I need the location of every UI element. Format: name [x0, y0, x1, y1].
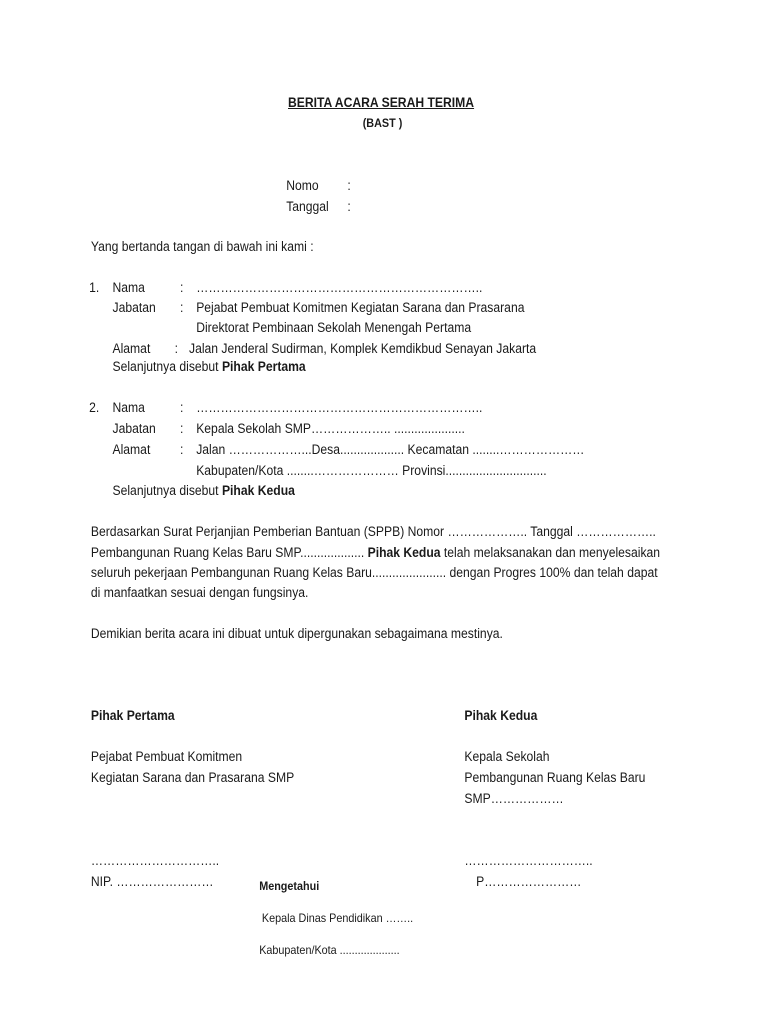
party2-disebut — [113, 483, 295, 499]
party1-number: 1. — [89, 280, 100, 295]
party1-alamat-label: Alamat — [112, 341, 151, 356]
party1-disebut — [113, 359, 306, 375]
sign-right-p: P…………………… — [476, 874, 582, 889]
party2-alamat-label: Alamat — [112, 442, 151, 457]
party1-nama-value: …………………………………………………………….. — [196, 280, 483, 295]
party1-nama-colon: : — [180, 280, 184, 295]
party1-jabatan-value-2: Direktorat Pembinaan Sekolah Menengah Pertama — [196, 320, 472, 335]
document-title: BERITA ACARA SERAH TERIMA — [288, 95, 475, 110]
sign-left-dots: ………………………….. — [90, 853, 220, 868]
sign-right-role-2: Pembangunan Ruang Kelas Baru — [464, 770, 646, 785]
party2-nama-label: Nama — [112, 400, 145, 415]
party1-disebut-prefix: Selanjutnya disebut — [112, 359, 219, 374]
body-line-2-post: telah melaksanakan dan menyelesaikan — [443, 545, 661, 560]
party1-alamat-colon: : — [174, 341, 178, 356]
intro-text: Yang bertanda tangan di bawah ini kami : — [90, 239, 314, 254]
party1-alamat-value: Jalan Jenderal Sudirman, Komplek Kemdikbud Senayan Jakarta — [189, 341, 537, 356]
body-line-2-bold: Pihak Kedua — [367, 545, 441, 560]
nomor-colon: : — [347, 178, 351, 193]
sign-left-nip: NIP. …………………… — [90, 874, 214, 889]
party1-jabatan-colon: : — [180, 300, 184, 315]
tanggal-label: Tanggal — [286, 199, 329, 214]
tanggal-colon: : — [347, 199, 351, 214]
party2-alamat-value-2: Kabupaten/Kota ........………………… Provinsi.............................. — [196, 463, 547, 478]
body-line-1: Berdasarkan Surat Perjanjian Pemberian Bantuan (SPPB) Nomor ……………….. Tanggal ……………….. — [90, 524, 656, 539]
sign-right-role-1: Kepala Sekolah — [464, 749, 550, 764]
party1-nama-label: Nama — [112, 280, 145, 295]
sign-center-role-1: Kepala Dinas Pendidikan …….. — [261, 911, 414, 925]
sign-left-role-2: Kegiatan Sarana dan Prasarana SMP — [90, 770, 295, 785]
sign-left-role-1: Pejabat Pembuat Komitmen — [90, 749, 243, 764]
party2-jabatan-colon: : — [180, 421, 184, 436]
party2-nama-colon: : — [180, 400, 184, 415]
party2-nama-value: …………………………………………………………….. — [196, 400, 483, 415]
party2-alamat-value-1: Jalan ………………...Desa................... Kecamatan ........………………… — [196, 442, 585, 457]
body-line-3: seluruh pekerjaan Pembangunan Ruang Kelas Baru...................... dengan Progres 100% dan telah dapat — [90, 565, 658, 580]
party2-number: 2. — [89, 400, 100, 415]
body-line-2-pre: Pembangunan Ruang Kelas Baru SMP................... — [90, 545, 365, 560]
party2-jabatan-value: Kepala Sekolah SMP……………….. ..................... — [196, 421, 465, 436]
party2-jabatan-label: Jabatan — [112, 421, 156, 436]
closing-text: Demikian berita acara ini dibuat untuk dipergunakan sebagaimana mestinya. — [90, 626, 503, 641]
party1-jabatan-value-1: Pejabat Pembuat Komitmen Kegiatan Sarana dan Prasarana — [196, 300, 525, 315]
sign-right-heading: Pihak Kedua — [464, 708, 538, 723]
body-line-2 — [91, 545, 660, 561]
sign-left-heading: Pihak Pertama — [90, 708, 175, 723]
party2-alamat-colon: : — [180, 442, 184, 457]
document-subtitle: (BAST ) — [362, 116, 403, 130]
sign-center-heading: Mengetahui — [259, 879, 320, 893]
party2-disebut-prefix: Selanjutnya disebut — [112, 483, 219, 498]
sign-center-role-2: Kabupaten/Kota .................... — [259, 943, 400, 957]
party1-disebut-name: Pihak Pertama — [221, 359, 306, 374]
sign-right-dots: ………………………….. — [464, 853, 593, 868]
nomor-label: Nomo — [286, 178, 319, 193]
party1-jabatan-label: Jabatan — [112, 300, 156, 315]
party2-disebut-name: Pihak Kedua — [221, 483, 295, 498]
sign-right-role-3: SMP……………… — [464, 791, 564, 806]
body-line-4: di manfaatkan sesuai dengan fungsinya. — [90, 585, 309, 600]
